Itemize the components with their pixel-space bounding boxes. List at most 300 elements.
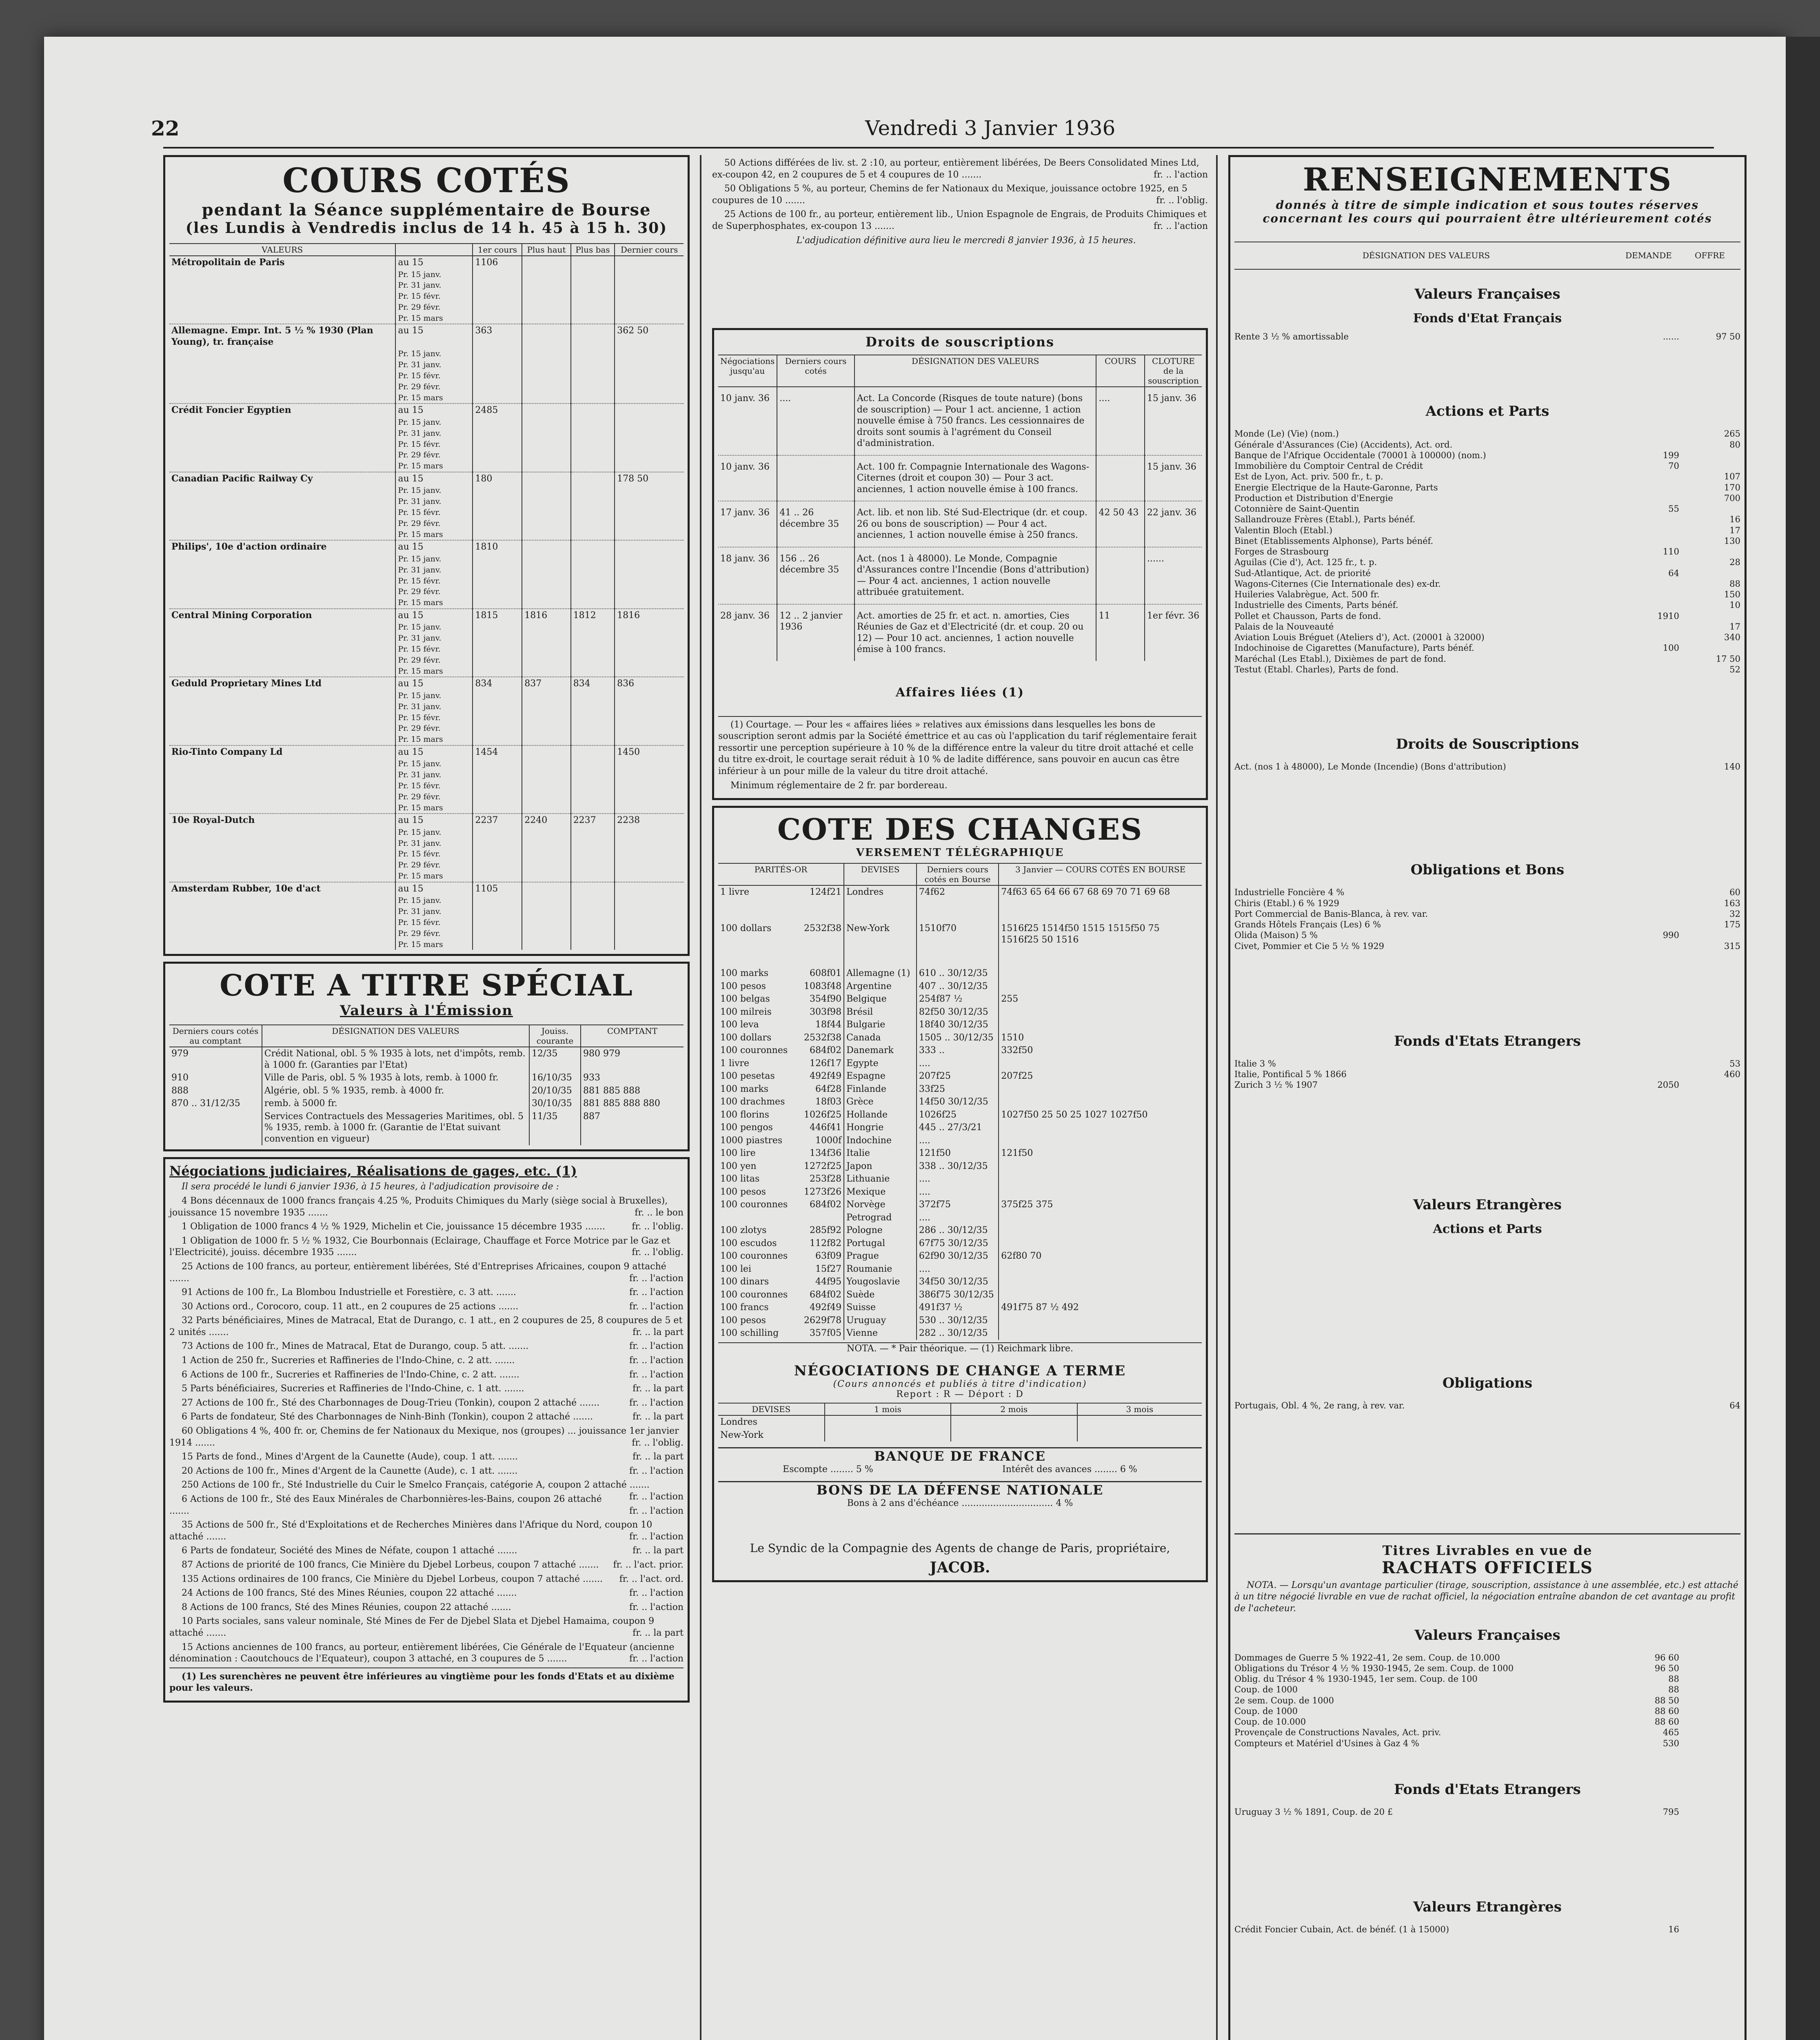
cours-blank bbox=[169, 928, 395, 939]
change-dernier: 82f50 30/12/35 bbox=[917, 1006, 999, 1019]
cours-sub-terme: Pr. 15 févr. bbox=[395, 644, 473, 655]
cours-blank bbox=[169, 769, 395, 781]
cours-sub-cell bbox=[522, 827, 570, 838]
change-cours bbox=[999, 1288, 1202, 1302]
cours-sub-terme: Pr. 15 févr. bbox=[395, 576, 473, 587]
emission-jouiss: 11/35 bbox=[529, 1110, 581, 1146]
cours-sub-cell bbox=[522, 917, 570, 928]
change-row bbox=[718, 1301, 1202, 1314]
change-parite-unit: 100 pesos bbox=[720, 1315, 766, 1326]
cours-sub-cell bbox=[473, 428, 522, 439]
change-parite-unit: 100 milreis bbox=[720, 1007, 772, 1017]
action-row-offre: 17 bbox=[1729, 621, 1740, 632]
negociation-text: 10 Parts sociales, sans valeur nominale, Sté Mines de Fer de Djebel Slata et Djebel Hamaima, coupon 9 attaché bbox=[169, 1616, 655, 1638]
change-devise: Argentine bbox=[844, 980, 917, 993]
negociation-item: 20 Actions de 100 fr., Mines d'Argent de la Caunette (Aude), c. 1 att. ....... fr. .. l'action bbox=[169, 1466, 684, 1477]
change-row bbox=[718, 1237, 1202, 1250]
cours-blank bbox=[169, 485, 395, 496]
cours-sub-cell bbox=[473, 871, 522, 882]
change-cours: 332f50 bbox=[999, 1044, 1202, 1057]
rachats-list bbox=[1234, 1652, 1740, 1749]
emission-designation: Ville de Paris, obl. 5 % 1935 à lots, remb. à 1000 fr. bbox=[262, 1071, 529, 1084]
header-3-mois: 3 mois bbox=[1077, 1403, 1202, 1415]
change-devise: Indochine bbox=[844, 1134, 917, 1147]
change-parite-unit: 100 pesos bbox=[720, 1186, 766, 1197]
cours-blank bbox=[169, 439, 395, 450]
cours-cotes-subrow bbox=[169, 554, 684, 565]
cours-sub-cell bbox=[571, 666, 615, 677]
change-parite-value: 492f49 bbox=[809, 1071, 842, 1082]
action-row-designation: Forges de Strasbourg bbox=[1234, 547, 1329, 557]
cours-sub-terme: Pr. 31 janv. bbox=[395, 496, 473, 507]
change-parite bbox=[718, 1327, 844, 1340]
cours-sub-cell bbox=[522, 803, 570, 814]
negociation-item: 5 Parts bénéficiaires, Sucreries et Raffineries de l'Indo-Chine, c. 1 att. ....... fr. .. la part bbox=[169, 1383, 684, 1395]
cours-sub-cell bbox=[473, 838, 522, 849]
cours-plus-haut bbox=[522, 256, 570, 269]
change-parite-value: 2532f38 bbox=[803, 1032, 842, 1043]
cours-blank bbox=[169, 597, 395, 609]
action-row bbox=[1234, 654, 1740, 664]
bons-line: Bons à 2 ans d'échéance ................................ 4 % bbox=[847, 1498, 1073, 1508]
cours-sub-cell bbox=[571, 644, 615, 655]
cours-blank bbox=[169, 507, 395, 518]
action-row-offre: 340 bbox=[1724, 632, 1740, 642]
uruguay-demande: 795 bbox=[1662, 1807, 1679, 1817]
cours-blank bbox=[169, 871, 395, 882]
change-parite bbox=[718, 1044, 844, 1057]
cours-premier: 834 bbox=[473, 677, 522, 690]
change-row bbox=[718, 1186, 1202, 1199]
cours-sub-cell bbox=[615, 450, 684, 461]
cours-dernier: 1450 bbox=[615, 745, 684, 759]
change-parite bbox=[718, 1211, 844, 1224]
negociation-item: 27 Actions de 100 fr., Sté des Charbonnages de Doug-Trieu (Tonkin), coupon 2 attaché ....... fr. .. l'action bbox=[169, 1397, 684, 1409]
negociation-text: 25 Actions de 100 francs, au porteur, entièrement libérées, Sté d'Entreprises Africaines, coupon 9 attaché bbox=[182, 1261, 666, 1272]
action-row bbox=[1234, 471, 1740, 482]
etranger-row bbox=[1234, 1058, 1740, 1069]
cours-cotes-subrow bbox=[169, 723, 684, 734]
cours-cotes-subrow bbox=[169, 701, 684, 712]
change-row bbox=[718, 1250, 1202, 1263]
rachat-row-designation: Oblig. du Trésor 4 % 1930-1945, 1er sem. Coup. de 100 bbox=[1234, 1674, 1478, 1684]
change-row bbox=[718, 1095, 1202, 1109]
droits-cours: 42 50 43 bbox=[1096, 501, 1145, 547]
change-cours bbox=[999, 1018, 1202, 1031]
rachat-row-offre bbox=[1679, 1684, 1740, 1695]
cours-sub-terme: Pr. 31 janv. bbox=[395, 633, 473, 644]
cours-blank bbox=[169, 622, 395, 633]
cours-sub-cell bbox=[571, 461, 615, 472]
escompte-label: Escompte bbox=[783, 1464, 828, 1475]
cours-cotes-subrow bbox=[169, 348, 684, 359]
obligation-row bbox=[1234, 919, 1740, 930]
droits-date: 10 janv. 36 bbox=[720, 393, 770, 404]
action-row-demande bbox=[1618, 471, 1679, 482]
cours-sub-cell bbox=[615, 928, 684, 939]
action-row-demande: 70 bbox=[1668, 461, 1679, 471]
negociation-item: 32 Parts bénéficiaires, Mines de Matracal, Etat de Durango, c. 1 att., en 2 coupures de 25, 8 coupures de 5 et 2 unités ....... fr. .. la part bbox=[169, 1315, 684, 1338]
change-parite-unit: 100 dollars bbox=[720, 923, 772, 934]
cours-valeur: Amsterdam Rubber, 10e d'act bbox=[171, 883, 321, 894]
cours-cotes-subrow bbox=[169, 428, 684, 439]
cours-dernier: 1816 bbox=[615, 609, 684, 622]
action-row-offre: 150 bbox=[1724, 590, 1740, 599]
cours-sub-cell bbox=[571, 291, 615, 302]
header-designation-valeurs: DÉSIGNATION DES VALEURS bbox=[1362, 251, 1490, 260]
change-parite bbox=[718, 1275, 844, 1288]
rachat-row bbox=[1234, 1652, 1740, 1663]
header-haut: Plus haut bbox=[522, 244, 570, 256]
negociation-text: 250 Actions de 100 fr., Sté Industrielle du Cuir le Smelco Français, catégorie A, coupon 2 attaché bbox=[182, 1480, 627, 1490]
cours-blank bbox=[169, 291, 395, 302]
negociation-item: 35 Actions de 500 fr., Sté d'Exploitations et de Recherches Minières dans l'Afrique du Nord, coupon 10 attaché ....... fr. .. l'action bbox=[169, 1519, 684, 1543]
syndic-name: JACOB. bbox=[930, 1559, 990, 1577]
cours-sub-cell bbox=[473, 461, 522, 472]
negociation-text: 6 Actions de 100 fr., Sucreries et Raffineries de l'Indo-Chine, c. 2 att. bbox=[182, 1369, 497, 1380]
cours-sub-cell bbox=[615, 723, 684, 734]
cours-sub-cell bbox=[522, 906, 570, 917]
cubain-offre bbox=[1679, 1924, 1740, 1935]
cours-sub-cell bbox=[571, 803, 615, 814]
change-parite-value: 253f28 bbox=[809, 1174, 842, 1184]
cours-cotes-subrow bbox=[169, 734, 684, 745]
change-devise: Londres bbox=[844, 885, 917, 922]
change-dernier: 18f40 30/12/35 bbox=[917, 1018, 999, 1031]
cours-cotes-subrow bbox=[169, 359, 684, 370]
cours-sub-cell bbox=[571, 734, 615, 745]
negociation-text: 1 Action de 250 fr., Sucreries et Raffineries de l'Indo-Chine, c. 2 att. bbox=[182, 1355, 492, 1366]
cours-cotes-row bbox=[169, 677, 684, 690]
cours-sub-cell bbox=[473, 597, 522, 609]
negociation-suffix: fr. .. l'oblig. bbox=[632, 1247, 684, 1258]
cours-sub-cell bbox=[522, 392, 570, 404]
negociation-item: 250 Actions de 100 fr., Sté Industrielle du Cuir le Smelco Français, catégorie A, coupon 2 attaché ....... fr. .. l'action bbox=[169, 1479, 684, 1491]
change-parite-unit: 100 lei bbox=[720, 1264, 752, 1274]
cours-sub-terme: Pr. 15 mars bbox=[395, 939, 473, 950]
obligation-row-offre bbox=[1679, 930, 1740, 940]
action-row bbox=[1234, 439, 1740, 450]
action-row-offre: 52 bbox=[1729, 664, 1740, 674]
change-parite bbox=[718, 1057, 844, 1070]
negociations-footnote: (1) Les surenchères ne peuvent être inférieures au vingtième pour les fonds d'Etats et au dixième pour les valeurs. bbox=[169, 1667, 684, 1694]
action-row bbox=[1234, 632, 1740, 643]
change-parite bbox=[718, 980, 844, 993]
change-parite-value: 134f36 bbox=[809, 1148, 842, 1159]
cours-sub-cell bbox=[571, 928, 615, 939]
cours-sub-terme: Pr. 15 janv. bbox=[395, 690, 473, 701]
cours-cotes-row bbox=[169, 324, 684, 348]
action-row bbox=[1234, 557, 1740, 568]
negociation-item: 6 Parts de fondateur, Société des Mines de Néfate, coupon 1 attaché ....... fr. .. la part bbox=[169, 1545, 684, 1557]
cours-sub-cell bbox=[522, 348, 570, 359]
cours-sub-cell bbox=[615, 758, 684, 769]
action-row-demande bbox=[1618, 632, 1679, 643]
negociation-suffix: fr. .. l'act. prior. bbox=[613, 1559, 684, 1570]
negociation-text: 24 Actions de 100 francs, Sté des Mines Réunies, coupon 22 attaché bbox=[182, 1588, 494, 1599]
action-row bbox=[1234, 611, 1740, 621]
cours-cotes-row bbox=[169, 745, 684, 759]
cours-sub-cell bbox=[522, 485, 570, 496]
change-cours bbox=[999, 1083, 1202, 1096]
change-parite bbox=[718, 1031, 844, 1044]
etranger-row bbox=[1234, 1080, 1740, 1090]
terme-header-row bbox=[718, 1403, 1202, 1415]
cours-sub-cell bbox=[473, 712, 522, 723]
action-row bbox=[1234, 461, 1740, 471]
cours-sub-terme: Pr. 15 janv. bbox=[395, 758, 473, 769]
emission-comptant: 881 885 888 880 bbox=[581, 1097, 684, 1110]
droits-dernier bbox=[777, 455, 855, 501]
change-parite-value: 64f28 bbox=[815, 1084, 842, 1094]
cours-sub-cell bbox=[571, 655, 615, 666]
header-derniers: Derniers cours cotés au comptant bbox=[169, 1025, 262, 1047]
cours-sub-cell bbox=[522, 849, 570, 860]
cours-cotes-subrow bbox=[169, 269, 684, 280]
cours-sub-cell bbox=[473, 917, 522, 928]
etranger-row bbox=[1234, 1069, 1740, 1080]
change-cours bbox=[999, 1160, 1202, 1173]
header-offre: OFFRE bbox=[1695, 251, 1725, 260]
change-parite-unit: 100 couronnes bbox=[720, 1045, 788, 1056]
change-parite-unit: 100 drachmes bbox=[720, 1097, 785, 1107]
change-parite bbox=[718, 1237, 844, 1250]
change-parite-unit: 100 dinars bbox=[720, 1277, 769, 1287]
cours-blank bbox=[169, 417, 395, 428]
cours-cotes-subrow bbox=[169, 838, 684, 849]
rachat-row-demande: 465 bbox=[1662, 1727, 1679, 1738]
droits-row bbox=[718, 547, 1202, 604]
negociation-suffix: fr. .. l'action bbox=[629, 1654, 684, 1664]
cours-sub-terme: Pr. 29 févr. bbox=[395, 302, 473, 313]
cours-sub-cell bbox=[615, 302, 684, 313]
negociation-suffix: fr. .. la part bbox=[633, 1546, 684, 1556]
etrangers-list bbox=[1234, 1058, 1740, 1091]
action-row-offre bbox=[1679, 546, 1740, 557]
cours-sub-cell bbox=[615, 622, 684, 633]
negociation-suffix: fr. .. l'act. ord. bbox=[619, 1574, 684, 1584]
cours-sub-cell bbox=[473, 554, 522, 565]
negociation-item: 1 Obligation de 1000 francs 4 ½ % 1929, Michelin et Cie, jouissance 15 décembre 1935 ....... fr. .. l'oblig. bbox=[169, 1221, 684, 1233]
negociation-suffix: fr. .. l'action bbox=[629, 1492, 684, 1502]
cours-sub-cell bbox=[571, 565, 615, 576]
change-parite-value: 2629f78 bbox=[803, 1315, 842, 1326]
cours-sub-cell bbox=[571, 792, 615, 803]
change-dernier: .... bbox=[917, 1211, 999, 1224]
actions-parts-etrangeres-heading: Actions et Parts bbox=[1433, 1222, 1542, 1236]
droits-designation: Act. 100 fr. Compagnie Internationale des Wagons-Citernes (droit et coupon 30) — Pour 3 act. anciennes, 1 action nouvelle émise à 100 francs. bbox=[855, 455, 1096, 501]
cote-titre-special-title: COTE A TITRE SPÉCIAL bbox=[220, 968, 633, 1003]
change-row bbox=[718, 1173, 1202, 1186]
cours-sub-terme: Pr. 29 févr. bbox=[395, 586, 473, 597]
cours-sub-cell bbox=[615, 827, 684, 838]
negociation-item: 50 Actions différées de liv. st. 2 :10, au porteur, entièrement libérées, De Beers Consolidated Mines Ltd, ex-coupon 42, en 2 coupures de 5 et 4 coupures de 10 ....... fr. .. l'action bbox=[712, 157, 1208, 181]
cours-cotes-subrow bbox=[169, 576, 684, 587]
change-parite-unit: 100 litas bbox=[720, 1174, 760, 1184]
obligation-row-designation: Civet, Pommier et Cie 5 ½ % 1929 bbox=[1234, 941, 1385, 951]
cours-sub-cell bbox=[522, 417, 570, 428]
droits-cours bbox=[1096, 547, 1145, 604]
change-cours bbox=[999, 1057, 1202, 1070]
action-row bbox=[1234, 546, 1740, 557]
action-row-demande: 55 bbox=[1668, 504, 1679, 514]
cours-sub-cell bbox=[473, 860, 522, 871]
rachat-row bbox=[1234, 1727, 1740, 1738]
change-devise: Belgique bbox=[844, 993, 917, 1006]
change-parite-value: 1026f25 bbox=[803, 1109, 842, 1120]
droits-date: 18 janv. 36 bbox=[720, 553, 770, 564]
rachats-nota: NOTA. — Lorsqu'un avantage particulier (tirage, souscription, assistance à une assemblée, etc.) est attaché à un titre négocié livrable en vue de rachat officiel, la négociation entraîne abandon de cet avantage au profit de l'acheteur. bbox=[1234, 1580, 1738, 1614]
negociation-item: 15 Parts de fond., Mines d'Argent de la Caunette (Aude), coup. 1 att. ....... fr. .. la part bbox=[169, 1451, 684, 1463]
cours-sub-cell bbox=[571, 269, 615, 280]
action-row-demande bbox=[1618, 493, 1679, 503]
negociation-text: 91 Actions de 100 fr., La Blombou Industrielle et Forestière, c. 3 att. bbox=[182, 1287, 493, 1298]
cours-plus-bas bbox=[571, 324, 615, 348]
change-devise: Finlande bbox=[844, 1083, 917, 1096]
cours-sub-cell bbox=[522, 554, 570, 565]
emission-dernier: 979 bbox=[171, 1049, 189, 1059]
negociation-text: 20 Actions de 100 fr., Mines d'Argent de la Caunette (Aude), c. 1 att. bbox=[182, 1466, 495, 1476]
cours-premier: 1454 bbox=[473, 745, 522, 759]
change-cours bbox=[999, 1186, 1202, 1199]
negociation-text: 50 Actions différées de liv. st. 2 :10, au porteur, entièrement libérées, De Beers Consolidated Mines Ltd, ex-coupon 42, en 2 coupures de 5 et 4 coupures de 10 bbox=[712, 158, 1199, 180]
cours-cotes-subrow bbox=[169, 439, 684, 450]
droits-souscriptions-heading: Droits de Souscriptions bbox=[1396, 736, 1579, 752]
cours-cotes-subrow bbox=[169, 803, 684, 814]
change-parite bbox=[718, 1109, 844, 1122]
change-row bbox=[718, 993, 1202, 1006]
cours-valeur: Allemagne. Empr. Int. 5 ½ % 1930 (Plan Young), tr. française bbox=[171, 325, 373, 347]
change-row bbox=[718, 1031, 1202, 1044]
cours-sub-cell bbox=[571, 576, 615, 587]
change-parite-unit: 100 francs bbox=[720, 1302, 769, 1313]
obligation-row-designation: Olida (Maison) 5 % bbox=[1234, 930, 1318, 940]
cours-blank bbox=[169, 895, 395, 906]
cours-blank bbox=[169, 359, 395, 370]
courtage-note: (1) Courtage. — Pour les « affaires liées » relatives aux émissions dans lesquelles les bons de souscription seront admis par la Société émettrice et au cas où l'application du tarif réglementaire ferait ressortir une perception supérieure à 10 % de la différence entre la valeur du titre droit attaché et celle du titre ex-droit, le courtage serait réduit à 10 % de ladite différence, sans pouvoir en aucun cas être inférieur à un pour mille de la valeur du titre droit attaché. bbox=[718, 716, 1202, 778]
cours-cotes-subrow bbox=[169, 690, 684, 701]
cours-dernier bbox=[615, 256, 684, 269]
cours-sub-cell bbox=[522, 666, 570, 677]
emission-designation: Algérie, obl. 5 % 1935, remb. à 4000 fr. bbox=[262, 1084, 529, 1098]
change-devise: Suède bbox=[844, 1288, 917, 1302]
cours-sub-cell bbox=[473, 827, 522, 838]
cours-blank bbox=[169, 666, 395, 677]
cours-valeur: Canadian Pacific Railway Cy bbox=[171, 473, 313, 484]
banque-rates: Escompte ........ 5 % Intérêt des avances ........ 6 % bbox=[783, 1464, 1137, 1475]
cours-cotes-subrow bbox=[169, 280, 684, 291]
header-bas: Plus bas bbox=[571, 244, 615, 256]
cubain-row bbox=[1234, 1924, 1740, 1935]
cours-sub-cell bbox=[571, 439, 615, 450]
change-cours bbox=[999, 1237, 1202, 1250]
negociation-suffix: fr. .. le bon bbox=[635, 1207, 684, 1218]
negociation-suffix: fr. .. l'action bbox=[629, 1602, 684, 1612]
header-derniers-cours: Derniers cours cotés bbox=[777, 355, 855, 387]
change-parite-value: 285f92 bbox=[809, 1225, 842, 1236]
change-cours: 207f25 bbox=[999, 1070, 1202, 1083]
cours-sub-cell bbox=[615, 895, 684, 906]
change-parite-unit: 100 dollars bbox=[720, 1032, 772, 1043]
negociation-item: 8 Actions de 100 francs, Sté des Mines Réunies, coupon 22 attaché ....... fr. .. l'action bbox=[169, 1602, 684, 1614]
negociation-suffix: fr. .. l'action bbox=[629, 1397, 684, 1408]
cours-sub-cell bbox=[615, 348, 684, 359]
cours-sub-cell bbox=[522, 507, 570, 518]
rachat-row-demande: 88 bbox=[1668, 1674, 1679, 1684]
cours-sub-cell bbox=[571, 496, 615, 507]
cours-sub-terme: Pr. 15 févr. bbox=[395, 781, 473, 792]
cours-sub-terme: Pr. 29 févr. bbox=[395, 723, 473, 734]
droits-designation: Act. (nos 1 à 48000). Le Monde, Compagnie d'Assurances contre l'Incendie (Bons d'attribution) — Pour 4 act. anciennes, 1 action nouvelle attribuée gratuitement. bbox=[855, 547, 1096, 604]
obligation-row-demande bbox=[1618, 887, 1679, 898]
action-row-demande bbox=[1618, 600, 1679, 610]
rachat-row-designation: Coup. de 1000 bbox=[1234, 1706, 1298, 1716]
cours-sub-terme: Pr. 15 janv. bbox=[395, 269, 473, 280]
cours-sub-cell bbox=[615, 655, 684, 666]
cours-sub-cell bbox=[522, 939, 570, 950]
cours-sub-cell bbox=[571, 507, 615, 518]
action-row-designation: Sallandrouze Frères (Etabl.), Parts bénéf. bbox=[1234, 514, 1416, 525]
action-row-designation: Huileries Valabrègue, Act. 500 fr. bbox=[1234, 590, 1380, 599]
cours-sub-cell bbox=[615, 507, 684, 518]
action-row-offre: 170 bbox=[1724, 482, 1740, 492]
cours-blank bbox=[169, 939, 395, 950]
action-row-offre: 700 bbox=[1724, 493, 1740, 503]
cours-sub-cell bbox=[615, 849, 684, 860]
avances-rate: 6 % bbox=[1120, 1464, 1137, 1475]
cours-blank bbox=[169, 370, 395, 381]
action-row-demande: 199 bbox=[1662, 450, 1679, 460]
change-cours: 121f50 bbox=[999, 1147, 1202, 1160]
change-parite bbox=[718, 1018, 844, 1031]
cours-terme: au 15 bbox=[395, 814, 473, 827]
cours-cotes-subrow bbox=[169, 849, 684, 860]
droits-dernier: .... bbox=[777, 387, 855, 455]
cours-plus-bas: 834 bbox=[571, 677, 615, 690]
minimum-note: Minimum réglementaire de 2 fr. par bordereau. bbox=[730, 780, 948, 791]
action-row-offre: 28 bbox=[1729, 557, 1740, 568]
cours-plus-bas bbox=[571, 882, 615, 896]
droits-cloture: ...... bbox=[1145, 547, 1202, 604]
cours-sub-cell bbox=[615, 860, 684, 871]
change-parite-unit: 100 yen bbox=[720, 1161, 757, 1171]
cours-sub-terme: Pr. 15 mars bbox=[395, 392, 473, 404]
negociation-item: 30 Actions ord., Corocoro, coup. 11 att., en 2 coupures de 25 actions ....... fr. .. l'action bbox=[169, 1301, 684, 1313]
change-parite-value: 1083f48 bbox=[803, 981, 842, 991]
cours-sub-cell bbox=[473, 792, 522, 803]
cours-cotes-title: COURS COTÉS bbox=[282, 161, 570, 200]
cours-sub-cell bbox=[615, 370, 684, 381]
change-parite bbox=[718, 993, 844, 1006]
cours-sub-cell bbox=[473, 769, 522, 781]
cours-sub-cell bbox=[473, 485, 522, 496]
negociation-item: 73 Actions de 100 fr., Mines de Matracal, Etat de Durango, coup. 5 att. ....... fr. .. l'action bbox=[169, 1341, 684, 1353]
change-cours: 1027f50 25 50 25 1027 1027f50 bbox=[999, 1109, 1202, 1122]
droits-row bbox=[718, 387, 1202, 455]
negociation-item: 24 Actions de 100 francs, Sté des Mines Réunies, coupon 22 attaché ....... fr. .. l'action bbox=[169, 1588, 684, 1599]
cours-sub-cell bbox=[473, 381, 522, 392]
cours-sub-cell bbox=[473, 576, 522, 587]
change-row bbox=[718, 1121, 1202, 1134]
negociation-suffix: fr. .. l'action bbox=[1153, 169, 1208, 180]
rachat-row-offre bbox=[1679, 1652, 1740, 1663]
emission-designation: Services Contractuels des Messageries Maritimes, obl. 5 % 1935, remb. à 1000 fr. (Garantie de l'Etat suivant convention en vigueur) bbox=[262, 1110, 529, 1146]
emission-comptant: 933 bbox=[581, 1071, 684, 1084]
terme-row-new-york bbox=[718, 1429, 1202, 1442]
change-dernier: 62f90 30/12/35 bbox=[917, 1250, 999, 1263]
emission-header-row bbox=[169, 1025, 684, 1047]
cours-sub-cell bbox=[615, 381, 684, 392]
